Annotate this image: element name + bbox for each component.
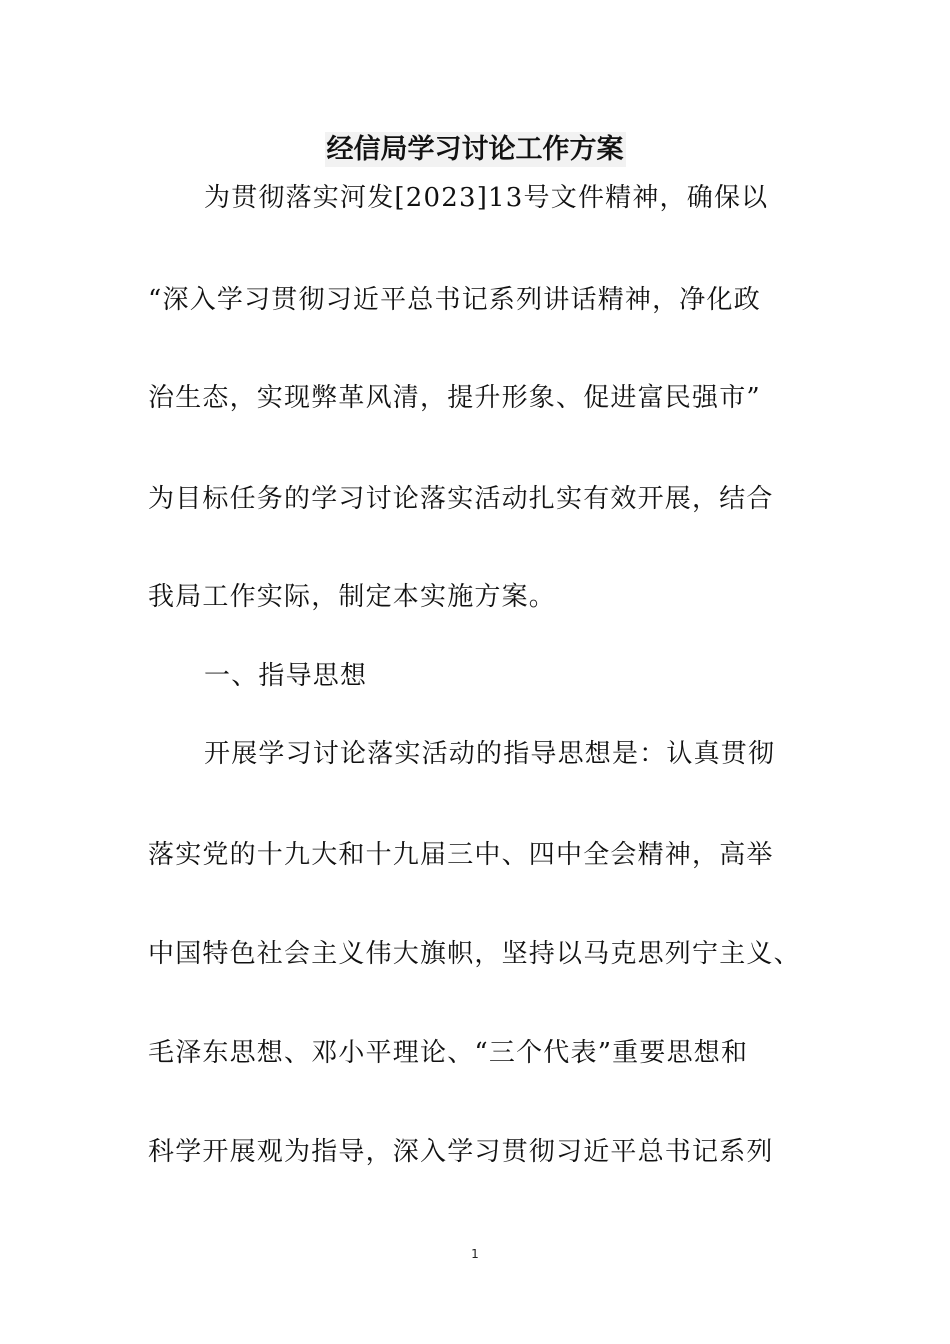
paragraph-line-6: 开展学习讨论落实活动的指导思想是：认真贯彻 — [204, 739, 776, 769]
paragraph-line-4: 为目标任务的学习讨论落实活动扎实有效开展，结合 — [148, 484, 774, 514]
paragraph-line-7: 落实党的十九大和十九届三中、四中全会精神，高举 — [148, 840, 774, 870]
paragraph-line-1: 为贯彻落实河发[2023]13号文件精神，确保以 — [204, 183, 769, 213]
section-heading: 一、指导思想 — [204, 661, 368, 691]
paragraph-line-3: 治生态，实现弊革风清，提升形象、促进富民强市” — [148, 383, 761, 413]
paragraph-line-5: 我局工作实际，制定本实施方案。 — [148, 582, 557, 612]
document-title — [0, 127, 950, 173]
page-number: 1 — [471, 1247, 479, 1261]
document-title-text: 经信局学习讨论工作方案 — [326, 134, 624, 165]
paragraph-line-10: 科学开展观为指导，深入学习贯彻习近平总书记系列 — [148, 1137, 774, 1167]
paragraph-line-8: 中国特色社会主义伟大旗帜，坚持以马克思列宁主义、 — [148, 939, 801, 969]
paragraph-line-9: 毛泽东思想、邓小平理论、“三个代表”重要思想和 — [148, 1038, 749, 1068]
paragraph-line-2: “深入学习贯彻习近平总书记系列讲话精神，净化政 — [148, 285, 761, 315]
